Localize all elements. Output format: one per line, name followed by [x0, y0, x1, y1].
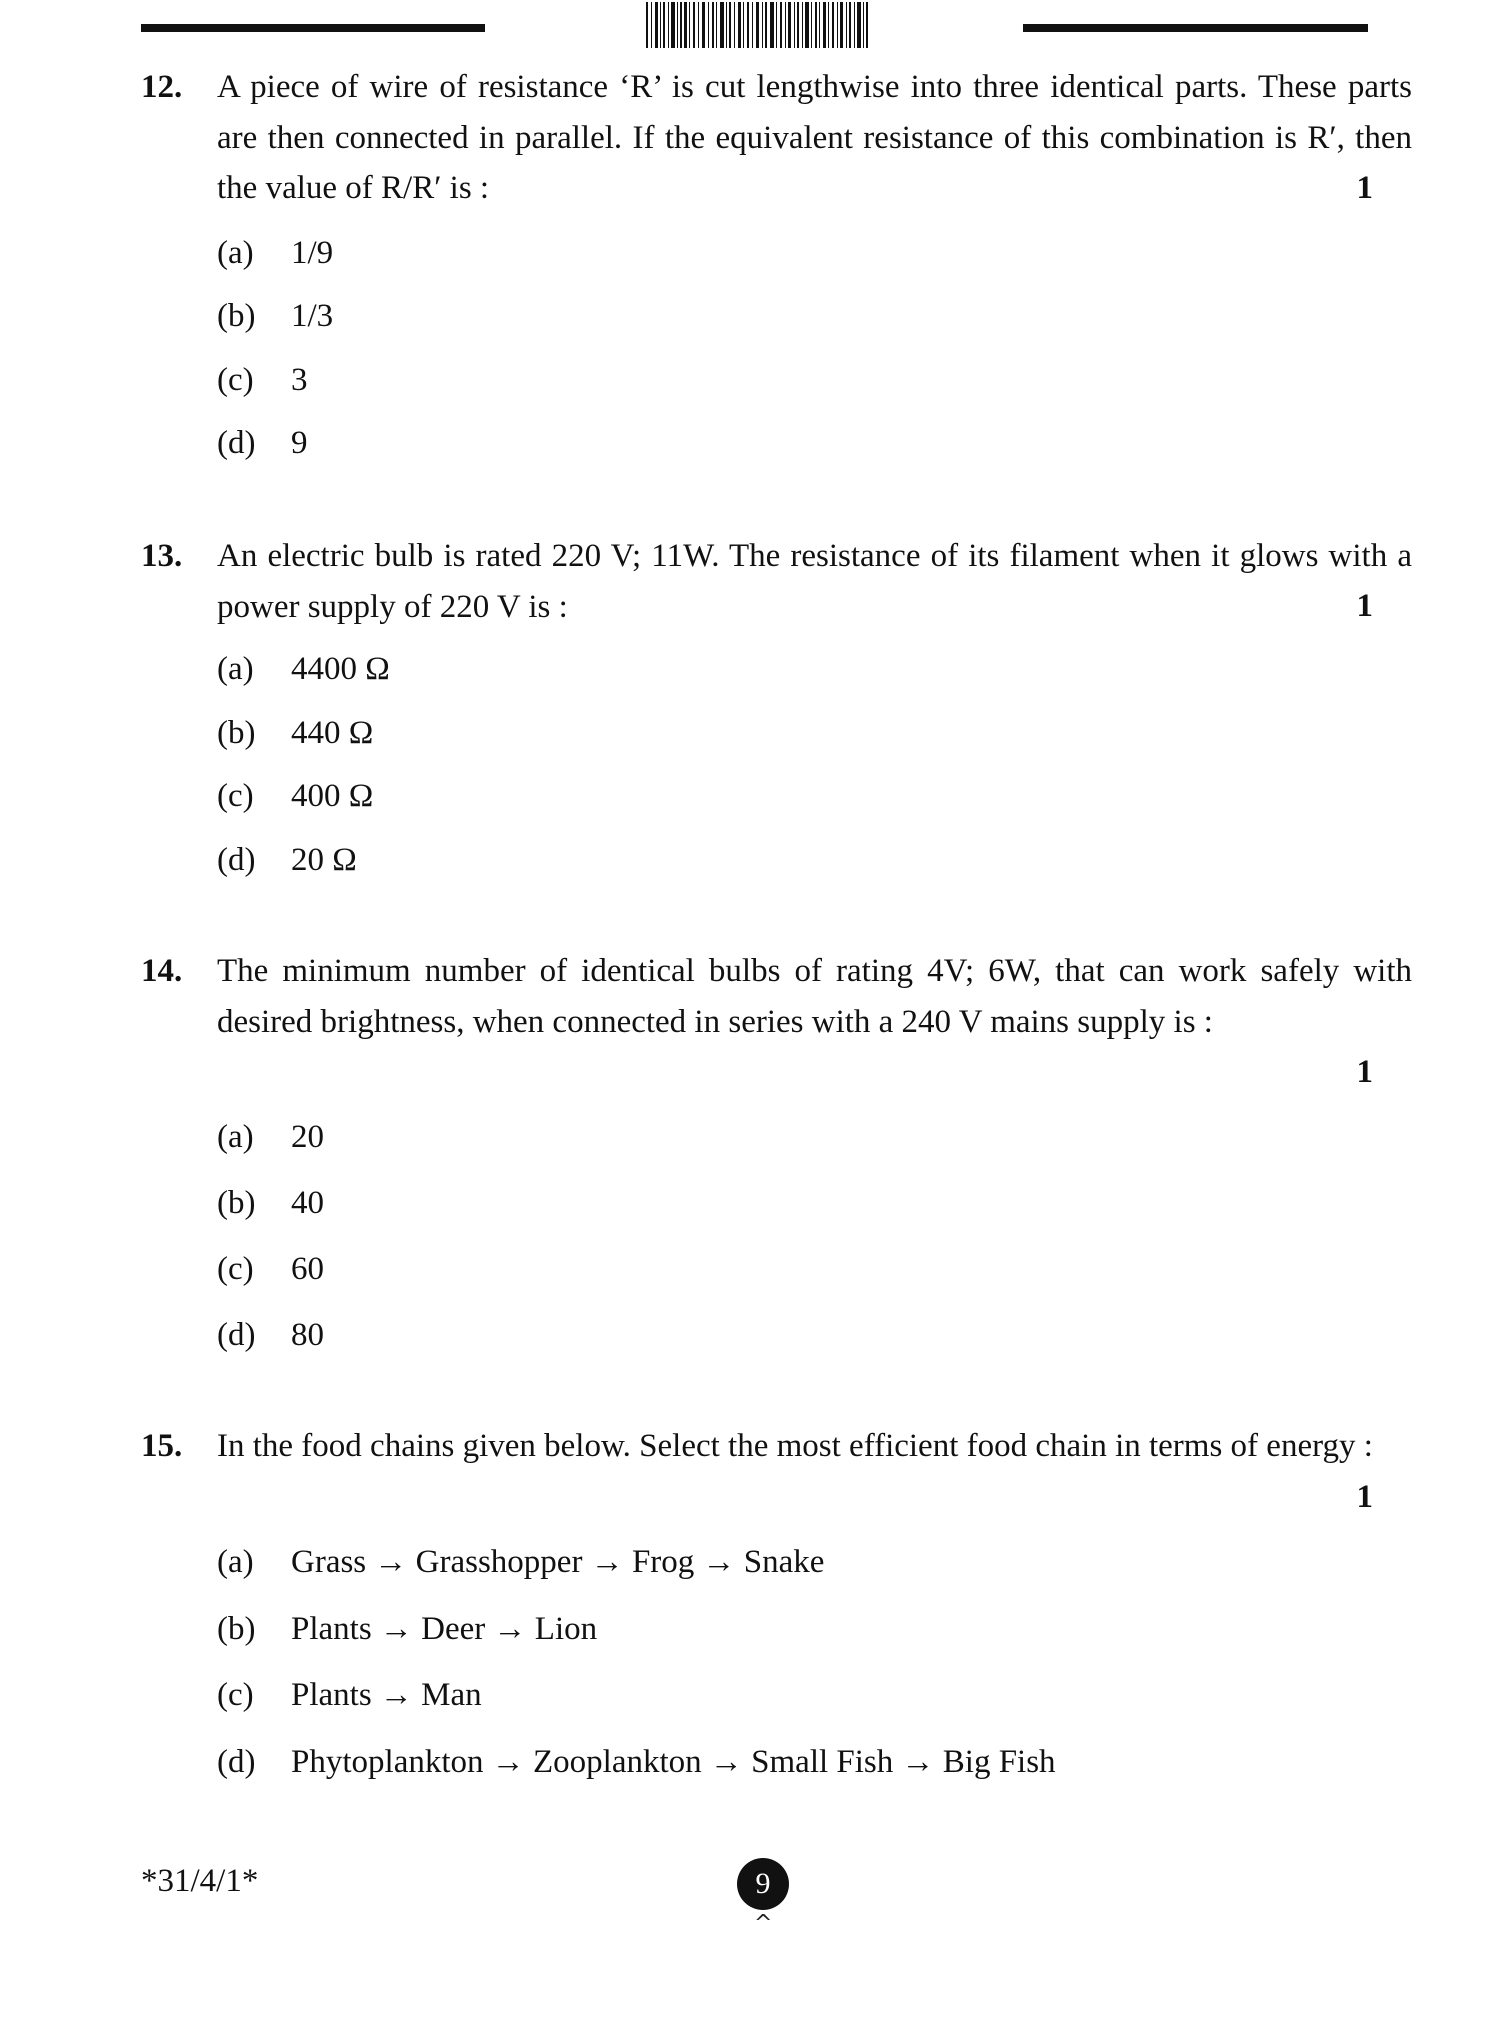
- option-label: (b): [217, 298, 256, 334]
- option-label: (c): [217, 362, 254, 398]
- option-label: (b): [217, 1185, 256, 1221]
- option-d: [217, 1310, 324, 1360]
- question-marks: 1: [1356, 170, 1373, 206]
- option-label: (d): [217, 1317, 256, 1353]
- caret-mark: ^: [754, 1911, 773, 1936]
- option-a: [217, 1537, 824, 1587]
- option-label: (c): [217, 778, 254, 814]
- option-d: [217, 1737, 1056, 1787]
- option-text: 1/3: [291, 298, 334, 334]
- question-marks: 1: [1356, 1479, 1373, 1515]
- header-rule-left: [141, 24, 485, 32]
- option-text: Plants → Deer → Lion: [291, 1611, 598, 1647]
- option-label: (c): [217, 1251, 254, 1287]
- question-number: 15.: [141, 1428, 183, 1464]
- header-rule-right: [1023, 24, 1368, 32]
- option-text: 40: [291, 1185, 324, 1221]
- option-label: (a): [217, 651, 254, 687]
- option-text: 1/9: [291, 235, 334, 271]
- option-a: [217, 644, 390, 694]
- page-number-badge: 9: [737, 1858, 789, 1910]
- question-text: In the food chains given below. Select the most efficient food chain in terms of energy :: [217, 1428, 1373, 1464]
- option-b: [217, 291, 333, 341]
- option-d: [217, 418, 308, 468]
- paper-code: *31/4/1*: [141, 1863, 259, 1899]
- option-label: (d): [217, 1744, 256, 1780]
- question-text: The minimum number of identical bulbs of rating 4V; 6W, that can work safely with desired brightness, when connected in series with a 240 V mains supply is :: [217, 953, 1412, 1040]
- option-label: (a): [217, 1544, 254, 1580]
- option-text: Grass → Grasshopper → Frog → Snake: [291, 1544, 825, 1580]
- option-b: [217, 1604, 597, 1654]
- question-number: 13.: [141, 538, 183, 574]
- question-number: 12.: [141, 69, 183, 105]
- option-label: (d): [217, 842, 256, 878]
- option-text: 20 Ω: [291, 842, 357, 878]
- question-text: A piece of wire of resistance ‘R’ is cut lengthwise into three identical parts. These parts are then connected in parallel. If the equivalent resistance of this combination is R′, then the value of R/R′ is :: [217, 69, 1412, 206]
- option-label: (b): [217, 1611, 256, 1647]
- option-text: 3: [291, 362, 308, 398]
- question-marks: 1: [1356, 588, 1373, 624]
- option-text: 20: [291, 1119, 324, 1155]
- option-b: [217, 1178, 324, 1228]
- option-a: [217, 1112, 324, 1162]
- option-b: [217, 708, 373, 758]
- option-label: (d): [217, 425, 256, 461]
- option-text: 440 Ω: [291, 715, 374, 751]
- option-c: [217, 1244, 324, 1294]
- barcode: [646, 2, 868, 48]
- option-c: [217, 1670, 482, 1720]
- question-number: 14.: [141, 953, 183, 989]
- option-text: 4400 Ω: [291, 651, 390, 687]
- option-label: (a): [217, 235, 254, 271]
- option-text: 9: [291, 425, 308, 461]
- option-c: [217, 355, 308, 405]
- option-text: 80: [291, 1317, 324, 1353]
- option-text: Phytoplankton → Zooplankton → Small Fish → Big Fish: [291, 1744, 1056, 1780]
- option-d: [217, 835, 357, 885]
- option-a: [217, 228, 333, 278]
- option-text: 60: [291, 1251, 324, 1287]
- option-text: Plants → Man: [291, 1677, 482, 1713]
- option-c: [217, 771, 373, 821]
- question-marks: 1: [1356, 1054, 1373, 1090]
- option-label: (c): [217, 1677, 254, 1713]
- question-text: An electric bulb is rated 220 V; 11W. The resistance of its filament when it glows with a power supply of 220 V is :: [217, 538, 1412, 625]
- option-label: (a): [217, 1119, 254, 1155]
- option-label: (b): [217, 715, 256, 751]
- option-text: 400 Ω: [291, 778, 374, 814]
